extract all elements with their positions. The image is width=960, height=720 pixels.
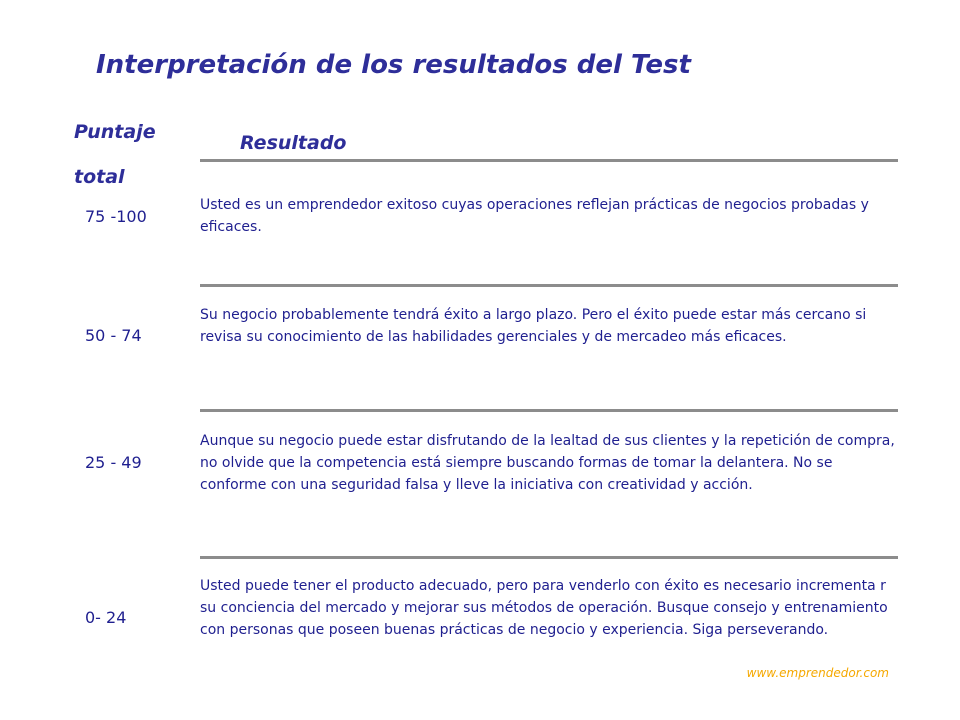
footer-url: www.emprendedor.com <box>746 666 889 680</box>
column-header-puntaje: Puntaje <box>74 121 156 143</box>
score-range: 0- 24 <box>85 608 127 627</box>
result-description: Usted puede tener el producto adecuado, pero para venderlo con éxito es necesario incrementa r su conciencia del mercado y mejorar sus métodos de operación. Busque consejo y entrenamiento con personas que poseen buenas prácticas de negocio y experiencia. Siga perseverando. <box>200 578 888 638</box>
divider-line <box>200 159 898 162</box>
divider-line <box>200 556 898 559</box>
divider-line <box>200 409 898 412</box>
result-description: Usted es un emprendedor exitoso cuyas operaciones reflejan prácticas de negocios probadas y eficaces. <box>200 197 869 235</box>
column-header-total: total <box>74 166 125 188</box>
score-range: 25 - 49 <box>85 453 142 472</box>
page-title: Interpretación de los resultados del Test <box>96 50 691 80</box>
result-description: Aunque su negocio puede estar disfrutando de la lealtad de sus clientes y la repetición de compra, no olvide que la competencia está siempre buscando formas de tomar la delantera. No se conforme con una seguridad falsa y lleve la iniciativa con creatividad y acción. <box>200 433 895 493</box>
result-description: Su negocio probablemente tendrá éxito a largo plazo. Pero el éxito puede estar más cercano si revisa su conocimiento de las habilidades gerenciales y de mercadeo más eficaces. <box>200 307 867 345</box>
column-header-resultado: Resultado <box>240 132 347 154</box>
score-range: 50 - 74 <box>85 326 142 345</box>
divider-line <box>200 284 898 287</box>
score-range: 75 -100 <box>85 207 147 226</box>
